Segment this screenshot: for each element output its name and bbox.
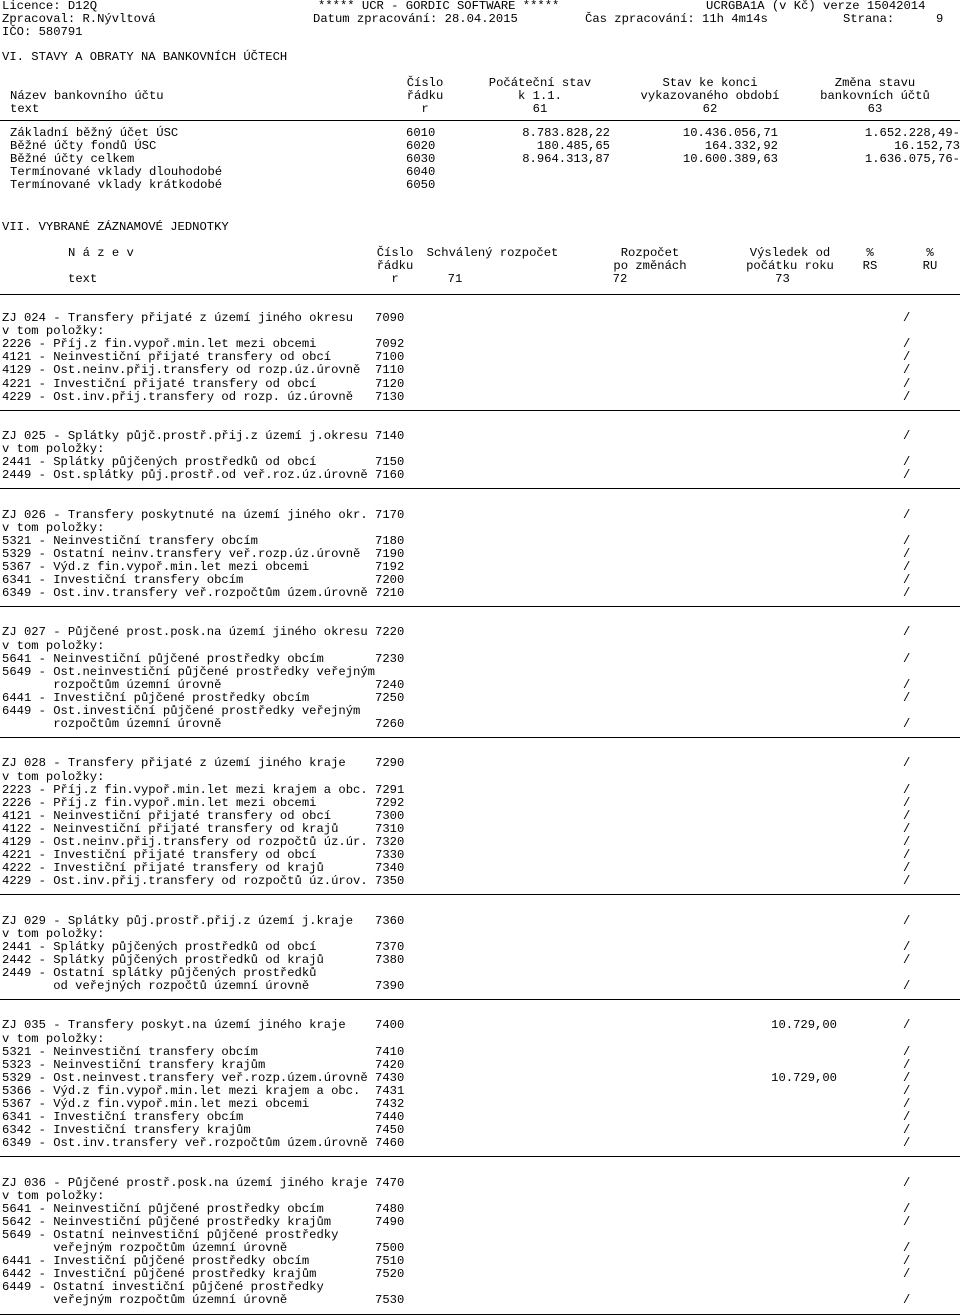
record-unit-separator: / <box>903 573 911 587</box>
record-unit-row-number: 7220 <box>375 625 405 639</box>
record-unit-row-number: 7292 <box>375 796 405 810</box>
record-unit-item: 4121 - Neinvestiční přijaté transfery od obcí <box>2 350 332 364</box>
col-change-header: Změna stavu <box>834 76 916 90</box>
record-unit-item: 5329 - Ost.neinvest.transfery veř.rozp.územ.úrovně <box>2 1071 368 1085</box>
record-unit-separator: / <box>903 953 911 967</box>
account-end-balance: 164.332,92 <box>704 139 778 153</box>
col7-rs-header: % <box>866 246 874 260</box>
col-row-header: Číslo <box>406 76 444 90</box>
record-unit-title: ZJ 027 - Půjčené prost.posk.na území jiného okresu <box>2 625 368 639</box>
record-unit-row-number: 7290 <box>375 756 405 770</box>
record-unit-row-number: 7291 <box>375 783 405 797</box>
group-separator <box>0 606 960 607</box>
record-unit-item: 4129 - Ost.neinv.přij.transfery od rozpočtů úz.úr. <box>2 835 368 849</box>
account-end-balance: 10.600.389,63 <box>682 152 778 166</box>
record-unit-separator: / <box>903 625 911 639</box>
record-unit-result: 10.729,00 <box>771 1018 837 1032</box>
record-unit-separator: / <box>903 1254 911 1268</box>
record-unit-item: 5367 - Výd.z fin.vypoř.min.let mezi obcemi <box>2 1097 310 1111</box>
record-unit-row-number: 7350 <box>375 874 405 888</box>
record-unit-item: v tom položky: <box>2 442 105 456</box>
record-unit-item: 6349 - Ost.inv.transfery veř.rozpočtům územ.úrovně <box>2 1136 368 1150</box>
account-row-number: 6020 <box>406 139 436 153</box>
account-row-number: 6030 <box>406 152 436 166</box>
record-unit-item: 5323 - Neinvestiční transfery krajům <box>2 1058 266 1072</box>
record-unit-separator: / <box>903 1018 911 1032</box>
record-unit-row-number: 7120 <box>375 377 405 391</box>
record-unit-separator: / <box>903 468 911 482</box>
processed-date: Datum zpracování: 28.04.2015 <box>313 12 518 26</box>
record-unit-separator: / <box>903 1123 911 1137</box>
record-unit-row-number: 7432 <box>375 1097 405 1111</box>
section-6-rule <box>0 120 960 121</box>
col7-name-sub: text <box>68 272 98 286</box>
record-unit-row-number: 7520 <box>375 1267 405 1281</box>
group-separator <box>0 737 960 738</box>
col-start-sub: 61 <box>532 102 548 116</box>
record-unit-row-number: 7110 <box>375 363 405 377</box>
record-unit-separator: / <box>903 717 911 731</box>
record-unit-row-number: 7230 <box>375 652 405 666</box>
licence-label: Licence: D12Q <box>2 0 98 13</box>
record-unit-separator: / <box>903 363 911 377</box>
record-unit-separator: / <box>903 311 911 325</box>
col7-revised-header-2: po změnách <box>613 259 687 273</box>
record-unit-item: 5321 - Neinvestiční transfery obcím <box>2 1045 258 1059</box>
record-unit-separator: / <box>903 508 911 522</box>
record-unit-separator: / <box>903 874 911 888</box>
group-separator <box>0 488 960 489</box>
account-row-number: 6040 <box>406 165 436 179</box>
col-change-header-2: bankovních účtů <box>820 89 930 103</box>
record-unit-row-number: 7310 <box>375 822 405 836</box>
record-unit-item: 5642 - Neinvestiční půjčené prostředky krajům <box>2 1215 332 1229</box>
record-unit-row-number: 7092 <box>375 337 405 351</box>
record-unit-separator: / <box>903 809 911 823</box>
record-unit-row-number: 7430 <box>375 1071 405 1085</box>
record-unit-row-number: 7320 <box>375 835 405 849</box>
record-unit-item: 6441 - Investiční půjčené prostředky obcím <box>2 1254 310 1268</box>
col7-name-header: N á z e v <box>68 246 134 260</box>
record-unit-separator: / <box>903 1097 911 1111</box>
account-name: Termínované vklady krátkodobé <box>10 178 223 192</box>
record-unit-item: 5641 - Neinvestiční půjčené prostředky obcím <box>2 652 324 666</box>
col-end-header: Stav ke konci <box>662 76 758 90</box>
page-number: 9 <box>936 12 944 26</box>
record-unit-item: 5321 - Neinvestiční transfery obcím <box>2 534 258 548</box>
col7-result-header: Výsledek od <box>749 246 831 260</box>
record-unit-separator: / <box>903 652 911 666</box>
record-unit-row-number: 7380 <box>375 953 405 967</box>
record-unit-separator: / <box>903 337 911 351</box>
record-unit-item: 2449 - Ostatní splátky půjčených prostředků <box>2 966 317 980</box>
record-unit-title: ZJ 028 - Transfery přijaté z území jiného kraje <box>2 756 346 770</box>
record-unit-item: veřejným rozpočtům územní úrovně <box>2 1241 288 1255</box>
record-unit-item: 5329 - Ostatní neinv.transfery veř.rozp.úz.úrovně <box>2 547 361 561</box>
record-unit-result: 10.729,00 <box>771 1071 837 1085</box>
record-unit-item: 5366 - Výd.z fin.vypoř.min.let mezi krajem a obc. <box>2 1084 361 1098</box>
col-start-header: Počáteční stav <box>488 76 592 90</box>
record-unit-row-number: 7130 <box>375 390 405 404</box>
record-unit-row-number: 7370 <box>375 940 405 954</box>
record-unit-item: 5649 - Ostatní neinvestiční půjčené prostředky <box>2 1228 339 1242</box>
record-unit-title: ZJ 029 - Splátky půj.prostř.přij.z území j.kraje <box>2 914 354 928</box>
record-unit-item: v tom položky: <box>2 927 105 941</box>
record-unit-separator: / <box>903 940 911 954</box>
record-unit-row-number: 7410 <box>375 1045 405 1059</box>
record-unit-item: 2449 - Ost.splátky půj.prostř.od veř.roz.úz.úrovně <box>2 468 368 482</box>
group-separator <box>0 1156 960 1157</box>
record-unit-separator: / <box>903 586 911 600</box>
record-unit-separator: / <box>903 1110 911 1124</box>
col-name-sub: text <box>10 102 40 116</box>
record-unit-row-number: 7431 <box>375 1084 405 1098</box>
record-unit-separator: / <box>903 1267 911 1281</box>
col-change-sub: 63 <box>867 102 883 116</box>
col-name-header: Název bankovního účtu <box>10 89 164 103</box>
record-unit-separator: / <box>903 429 911 443</box>
record-unit-row-number: 7180 <box>375 534 405 548</box>
record-unit-row-number: 7390 <box>375 979 405 993</box>
group-separator <box>0 999 960 1000</box>
record-unit-separator: / <box>903 756 911 770</box>
record-unit-item: 4121 - Neinvestiční přijaté transfery od obcí <box>2 809 332 823</box>
record-unit-separator: / <box>903 390 911 404</box>
account-name: Běžné účty fondů ÚSC <box>10 139 157 153</box>
record-unit-separator: / <box>903 534 911 548</box>
record-unit-title: ZJ 025 - Splátky půjč.prostř.přij.z území j.okresu <box>2 429 368 443</box>
record-unit-item: 6341 - Investiční transfery obcím <box>2 1110 244 1124</box>
record-unit-separator: / <box>903 1058 911 1072</box>
page-label: Strana: <box>843 12 895 26</box>
col7-row-header-2: řádku <box>376 259 414 273</box>
record-unit-row-number: 7400 <box>375 1018 405 1032</box>
record-unit-separator: / <box>903 1071 911 1085</box>
record-unit-separator: / <box>903 455 911 469</box>
record-unit-separator: / <box>903 1136 911 1150</box>
record-unit-item: 4221 - Investiční přijaté transfery od obcí <box>2 848 317 862</box>
record-unit-row-number: 7490 <box>375 1215 405 1229</box>
record-unit-item: v tom položky: <box>2 1032 105 1046</box>
record-unit-separator: / <box>903 822 911 836</box>
col7-rs-sub: RS <box>862 259 878 273</box>
record-unit-title: ZJ 024 - Transfery přijaté z území jiného okresu <box>2 311 354 325</box>
record-unit-row-number: 7500 <box>375 1241 405 1255</box>
record-unit-separator: / <box>903 377 911 391</box>
record-unit-item: 2226 - Příj.z fin.vypoř.min.let mezi obcemi <box>2 337 317 351</box>
record-unit-row-number: 7300 <box>375 809 405 823</box>
account-name: Termínované vklady dlouhodobé <box>10 165 223 179</box>
record-unit-item: 2441 - Splátky půjčených prostředků od obcí <box>2 940 317 954</box>
record-unit-item: 6342 - Investiční transfery krajům <box>2 1123 251 1137</box>
record-unit-separator: / <box>903 1293 911 1307</box>
record-unit-item: v tom položky: <box>2 324 105 338</box>
account-change: 1.636.075,76- <box>864 152 960 166</box>
record-unit-separator: / <box>903 560 911 574</box>
record-unit-separator: / <box>903 1084 911 1098</box>
record-unit-row-number: 7200 <box>375 573 405 587</box>
record-unit-separator: / <box>903 350 911 364</box>
record-unit-separator: / <box>903 547 911 561</box>
col7-ru-sub: RU <box>922 259 938 273</box>
record-unit-item: 6341 - Investiční transfery obcím <box>2 573 244 587</box>
record-unit-separator: / <box>903 796 911 810</box>
record-unit-item: 6441 - Investiční půjčené prostředky obcím <box>2 691 310 705</box>
account-change: 16.152,73 <box>894 139 960 153</box>
record-unit-row-number: 7460 <box>375 1136 405 1150</box>
record-unit-item: 5367 - Výd.z fin.vypoř.min.let mezi obcemi <box>2 560 310 574</box>
record-unit-row-number: 7190 <box>375 547 405 561</box>
col7-result-header-2: počátku roku <box>746 259 834 273</box>
record-unit-row-number: 7150 <box>375 455 405 469</box>
record-unit-separator: / <box>903 979 911 993</box>
record-unit-item: 2441 - Splátky půjčených prostředků od obcí <box>2 455 317 469</box>
account-name: Běžné účty celkem <box>10 152 135 166</box>
record-unit-row-number: 7530 <box>375 1293 405 1307</box>
col-end-sub: 62 <box>702 102 718 116</box>
record-unit-row-number: 7360 <box>375 914 405 928</box>
record-unit-row-number: 7240 <box>375 678 405 692</box>
record-unit-item: rozpočtům územní úrovně <box>2 717 222 731</box>
record-unit-row-number: 7192 <box>375 560 405 574</box>
col-start-header-2: k 1.1. <box>518 89 562 103</box>
record-unit-separator: / <box>903 1045 911 1059</box>
account-row-number: 6010 <box>406 126 436 140</box>
record-unit-separator: / <box>903 914 911 928</box>
record-unit-separator: / <box>903 1215 911 1229</box>
record-unit-row-number: 7250 <box>375 691 405 705</box>
record-unit-separator: / <box>903 1176 911 1190</box>
col7-result-sub: 73 <box>775 272 790 286</box>
record-unit-separator: / <box>903 835 911 849</box>
account-change: 1.652.228,49- <box>864 126 960 140</box>
record-unit-item: veřejným rozpočtům územní úrovně <box>2 1293 288 1307</box>
record-unit-row-number: 7140 <box>375 429 405 443</box>
col7-revised-header: Rozpočet <box>620 246 680 260</box>
record-unit-item: 4222 - Investiční přijaté transfery od krajů <box>2 861 324 875</box>
col7-revised-sub: 72 <box>612 272 628 286</box>
record-unit-title: ZJ 036 - Půjčené prostř.posk.na území jiného kraje <box>2 1176 368 1190</box>
section-7-rule <box>0 294 960 295</box>
record-unit-item: v tom položky: <box>2 521 105 535</box>
record-unit-item: 6349 - Ost.inv.transfery veř.rozpočtům územ.úrovně <box>2 586 368 600</box>
record-unit-row-number: 7450 <box>375 1123 405 1137</box>
processed-by: Zpracoval: R.Nývltová <box>2 12 156 26</box>
section-6-title: VI. STAVY A OBRATY NA BANKOVNÍCH ÚČTECH <box>2 50 288 64</box>
processed-time: Čas zpracování: 11h 4m14s <box>585 12 768 26</box>
record-unit-item: 4229 - Ost.inv.přij.transfery od rozp. úz.úrovně <box>2 390 354 404</box>
account-end-balance: 10.436.056,71 <box>682 126 778 140</box>
record-unit-row-number: 7170 <box>375 508 405 522</box>
record-unit-item: od veřejných rozpočtů územní úrovně <box>2 979 310 993</box>
group-separator <box>0 894 960 895</box>
record-unit-item: 4229 - Ost.inv.přij.transfery od rozpočtů úz.úrov. <box>2 874 368 888</box>
record-unit-separator: / <box>903 691 911 705</box>
account-start-balance: 180.485,65 <box>536 139 610 153</box>
col7-budget-sub: 71 <box>447 272 463 286</box>
record-unit-item: v tom položky: <box>2 639 105 653</box>
record-unit-row-number: 7470 <box>375 1176 405 1190</box>
record-unit-row-number: 7340 <box>375 861 405 875</box>
record-unit-separator: / <box>903 678 911 692</box>
col-row-sub: r <box>421 102 429 116</box>
record-unit-row-number: 7260 <box>375 717 405 731</box>
record-unit-separator: / <box>903 783 911 797</box>
section-7-title: VII. VYBRANÉ ZÁZNAMOVÉ JEDNOTKY <box>2 220 229 234</box>
record-unit-separator: / <box>903 848 911 862</box>
record-unit-item: 6449 - Ostatní investiční půjčené prostředky <box>2 1280 324 1294</box>
record-unit-row-number: 7330 <box>375 848 405 862</box>
record-unit-item: v tom položky: <box>2 1189 105 1203</box>
account-start-balance: 8.783.828,22 <box>522 126 610 140</box>
account-start-balance: 8.964.313,87 <box>522 152 610 166</box>
record-unit-title: ZJ 035 - Transfery poskyt.na území jiného kraje <box>2 1018 346 1032</box>
record-unit-row-number: 7090 <box>375 311 405 325</box>
ico-label: IČO: 580791 <box>2 25 83 39</box>
record-unit-row-number: 7480 <box>375 1202 405 1216</box>
col7-budget-header: Schválený rozpočet <box>426 246 559 260</box>
record-unit-row-number: 7440 <box>375 1110 405 1124</box>
record-unit-item: 2223 - Příj.z fin.vypoř.min.let mezi krajem a obc. <box>2 783 368 797</box>
record-unit-item: 4129 - Ost.neinv.přij.transfery od rozp.úz.úrovně <box>2 363 361 377</box>
record-unit-row-number: 7160 <box>375 468 405 482</box>
record-unit-row-number: 7210 <box>375 586 405 600</box>
record-unit-separator: / <box>903 861 911 875</box>
record-unit-item: 2442 - Splátky půjčených prostředků od krajů <box>2 953 324 967</box>
col-end-header-2: vykazovaného období <box>640 89 780 103</box>
report-code: UCRGBA1A (v Kč) verze 15042014 <box>706 0 926 13</box>
record-unit-item: 4221 - Investiční přijaté transfery od obcí <box>2 377 317 391</box>
record-unit-item: 2226 - Příj.z fin.vypoř.min.let mezi obcemi <box>2 796 317 810</box>
record-unit-item: v tom položky: <box>2 770 105 784</box>
record-unit-separator: / <box>903 1241 911 1255</box>
col7-row-sub: r <box>391 272 399 286</box>
record-unit-title: ZJ 026 - Transfery poskytnuté na území jiného okr. <box>2 508 368 522</box>
record-unit-item: 4122 - Neinvestiční přijaté transfery od krajů <box>2 822 339 836</box>
group-separator <box>0 410 960 411</box>
record-unit-item: 6442 - Investiční půjčené prostředky krajům <box>2 1267 317 1281</box>
record-unit-item: 5649 - Ost.neinvestiční půjčené prostředky veřejným <box>2 665 375 679</box>
record-unit-row-number: 7420 <box>375 1058 405 1072</box>
record-unit-item: 6449 - Ost.investiční půjčené prostředky veřejným <box>2 704 361 718</box>
record-unit-row-number: 7100 <box>375 350 405 364</box>
record-unit-row-number: 7510 <box>375 1254 405 1268</box>
record-unit-item: rozpočtům územní úrovně <box>2 678 222 692</box>
account-name: Základní běžný účet ÚSC <box>10 126 179 140</box>
report-title: ***** UCR - GORDIC SOFTWARE ***** <box>318 0 560 13</box>
col-row-header-2: řádku <box>406 89 444 103</box>
record-unit-item: 5641 - Neinvestiční půjčené prostředky obcím <box>2 1202 324 1216</box>
col7-ru-header: % <box>926 246 934 260</box>
account-row-number: 6050 <box>406 178 436 192</box>
col7-row-header: Číslo <box>376 246 414 260</box>
record-unit-separator: / <box>903 1202 911 1216</box>
